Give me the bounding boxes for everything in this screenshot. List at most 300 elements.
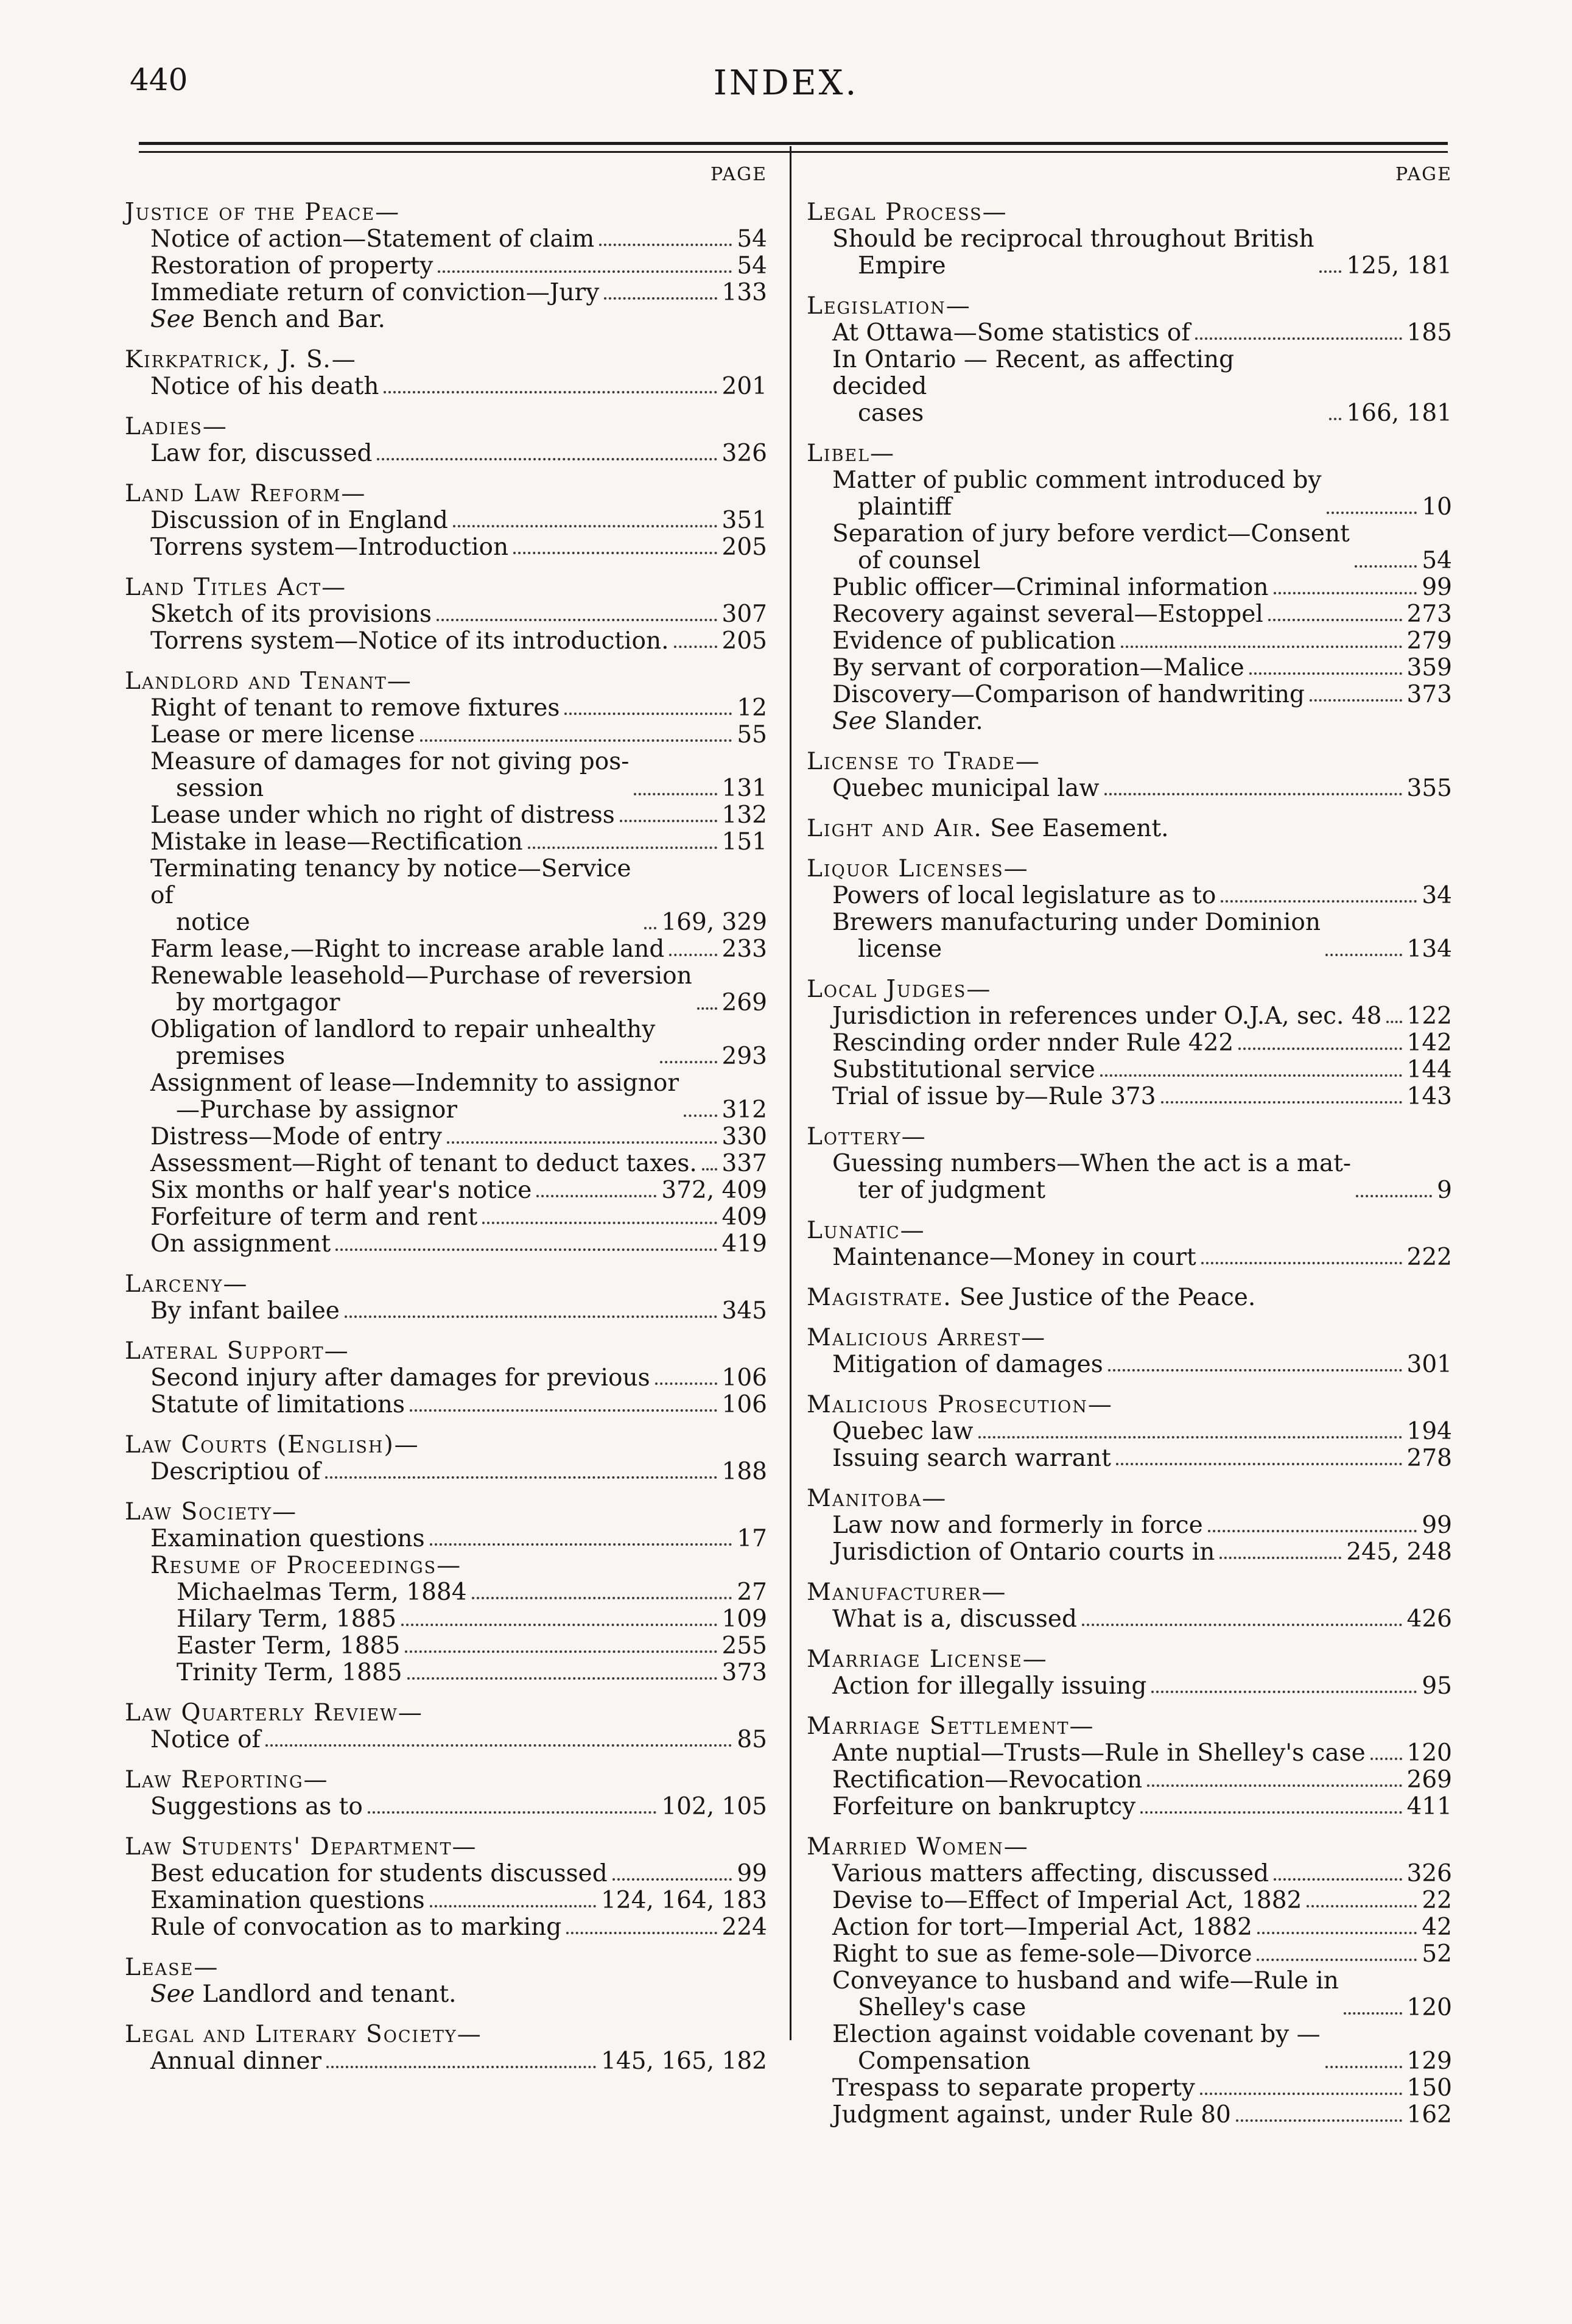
index-heading <box>125 1834 767 1861</box>
entry-text <box>150 628 669 655</box>
dot-leader <box>1208 1530 1417 1532</box>
index-heading-text: Land Law Reform— <box>125 480 367 507</box>
entry-text-continued: Shelley's case <box>858 1994 1026 2021</box>
entry-text <box>832 1767 1142 1794</box>
entry-text-continued: Empire <box>858 252 946 280</box>
entry-text-main: Trespass to separate property <box>832 2074 1195 2102</box>
entry-text-main: At Ottawa—Some statistics of <box>832 319 1190 347</box>
index-entry <box>125 280 767 306</box>
index-column-left <box>125 161 767 2075</box>
index-entry <box>125 1606 767 1633</box>
index-section <box>807 1124 1452 1204</box>
index-entry <box>807 1539 1452 1566</box>
index-heading-cross-reference: See Justice of the Peace. <box>952 1284 1256 1311</box>
entry-text-main: Distress—Mode of entry <box>150 1123 442 1150</box>
entry-text <box>150 963 692 1016</box>
dot-leader <box>655 1382 717 1385</box>
index-heading-text: Kirkpatrick, J. S.— <box>125 346 357 373</box>
entry-text-main: Conveyance to husband and wife—Rule in <box>832 1967 1339 1995</box>
dot-leader <box>1236 2119 1402 2122</box>
index-heading <box>807 1485 1452 1512</box>
index-entry <box>807 708 1452 735</box>
index-entry <box>125 829 767 856</box>
dot-leader <box>1386 1021 1402 1023</box>
entry-text-main: Action for illegally issuing <box>832 1672 1147 1700</box>
page-reference: 326 <box>721 440 767 467</box>
entry-text <box>150 1016 655 1070</box>
entry-text <box>150 1124 442 1150</box>
entry-text-main: Jurisdiction of Ontario courts in <box>832 1538 1215 1566</box>
index-entry <box>807 1914 1452 1941</box>
entry-text <box>150 829 523 856</box>
index-section <box>125 2021 767 2075</box>
index-heading-text: Land Titles Act— <box>125 574 347 601</box>
index-heading <box>807 1834 1452 1861</box>
index-entry <box>125 1150 767 1177</box>
page-reference: 144 <box>1406 1056 1452 1083</box>
entry-text-main: Various matters affecting, discussed <box>832 1860 1269 1887</box>
dot-leader <box>430 1905 596 1907</box>
index-entry <box>807 909 1452 963</box>
entry-text <box>150 748 629 802</box>
page-reference: 426 <box>1406 1605 1452 1633</box>
index-heading-text: Marriage Settlement— <box>807 1713 1095 1740</box>
entry-text <box>150 1914 561 1941</box>
entry-text-main: Terminating tenancy by notice—Service of <box>150 855 631 909</box>
index-section <box>807 1284 1452 1311</box>
index-heading <box>125 1271 767 1298</box>
entry-text-continued: Compensation <box>858 2048 1031 2075</box>
entry-text <box>150 1392 405 1418</box>
index-entry <box>807 2075 1452 2102</box>
page-reference: 120 <box>1406 1739 1452 1767</box>
index-entry <box>125 2048 767 2075</box>
page-reference: 132 <box>721 801 767 829</box>
index-entry <box>807 226 1452 280</box>
entry-text <box>177 1633 400 1660</box>
entry-text <box>832 1351 1103 1378</box>
index-entry <box>125 695 767 722</box>
dot-leader <box>697 1007 717 1010</box>
dot-leader <box>1310 699 1402 702</box>
entry-text-main: Torrens system—Notice of its introduction. <box>150 627 669 655</box>
entry-text-continued: notice <box>176 909 250 936</box>
entry-text <box>832 601 1263 628</box>
index-section <box>125 1700 767 1753</box>
page-reference: 373 <box>1406 681 1452 708</box>
page-reference: 42 <box>1422 1914 1452 1941</box>
entry-text-main: Discussion of in England <box>150 507 448 534</box>
dot-leader <box>438 270 732 273</box>
entry-text <box>832 775 1100 802</box>
dot-leader <box>513 552 717 554</box>
index-entry <box>807 347 1452 427</box>
entry-text <box>150 1298 340 1325</box>
index-entry <box>125 1861 767 1887</box>
entry-text <box>832 1003 1381 1030</box>
index-heading <box>807 293 1452 320</box>
index-heading-text: Lunatic— <box>807 1217 925 1244</box>
page-reference: 54 <box>737 225 767 253</box>
entry-text <box>832 521 1350 574</box>
entry-text-main: Trinity Term, 1885 <box>177 1659 402 1686</box>
entry-text-main: Notice of <box>150 1726 261 1753</box>
entry-text-main: Forfeiture of term and rent <box>150 1203 478 1231</box>
page-reference: 359 <box>1406 654 1452 681</box>
dot-leader <box>420 739 732 742</box>
entry-text <box>150 280 599 306</box>
index-heading <box>807 976 1452 1003</box>
entry-text-main: Easter Term, 1885 <box>177 1632 401 1660</box>
page-reference: 122 <box>1406 1002 1452 1030</box>
dot-leader <box>1274 592 1417 594</box>
index-entry <box>807 601 1452 628</box>
entry-text-continued: ter of judgment <box>858 1177 1046 1204</box>
dot-leader <box>472 1597 732 1599</box>
dot-leader <box>604 297 717 300</box>
index-entry <box>125 628 767 655</box>
index-entry <box>807 1512 1452 1539</box>
dot-leader <box>1147 1784 1402 1787</box>
entry-text <box>832 708 983 735</box>
entry-text <box>832 1418 974 1445</box>
index-entry <box>807 1861 1452 1887</box>
index-section <box>807 440 1452 735</box>
index-entry <box>807 320 1452 347</box>
index-heading-text: Manitoba— <box>807 1485 947 1512</box>
page-reference: 129 <box>1406 2048 1452 2075</box>
entry-text <box>150 1727 261 1753</box>
index-entry <box>125 1887 767 1914</box>
page-reference: 22 <box>1422 1887 1452 1914</box>
entry-text-main: Public officer—Criminal information <box>832 574 1269 601</box>
entry-text <box>832 1673 1146 1700</box>
entry-text <box>832 882 1216 909</box>
index-heading <box>807 1646 1452 1673</box>
entry-text <box>150 1526 425 1552</box>
dot-leader <box>1195 337 1402 340</box>
index-entry <box>807 628 1452 655</box>
index-heading-text: Law Students' Department— <box>125 1833 477 1861</box>
dot-leader <box>599 244 732 246</box>
page-reference: 151 <box>721 828 767 856</box>
entry-text-main: Best education for students discussed <box>150 1860 608 1887</box>
page-column-label: PAGE <box>1395 164 1452 185</box>
index-heading <box>807 440 1452 467</box>
dot-leader <box>1121 646 1402 648</box>
entry-text <box>150 601 432 628</box>
entry-text <box>150 1794 363 1820</box>
page-reference: 106 <box>721 1364 767 1392</box>
entry-text <box>832 467 1322 521</box>
page-number: 440 <box>130 62 188 97</box>
dot-leader <box>528 847 717 849</box>
index-entry <box>125 1392 767 1418</box>
index-heading <box>125 1432 767 1459</box>
page-reference: 269 <box>1406 1766 1452 1794</box>
dot-leader <box>660 1061 717 1063</box>
index-heading-text: Justice of the Peace— <box>125 199 401 226</box>
page-reference: 55 <box>737 721 767 748</box>
index-section <box>125 414 767 467</box>
index-entry <box>807 1418 1452 1445</box>
dot-leader <box>1108 1369 1402 1372</box>
entry-text-main: Measure of damages for not giving pos- <box>150 748 630 775</box>
header-rule-thin <box>139 151 1448 153</box>
index-heading <box>125 347 767 373</box>
entry-text-main: Brewers manufacturing under Dominion <box>832 909 1321 936</box>
index-section <box>807 815 1452 842</box>
header-rule-thick <box>139 142 1448 145</box>
index-entry <box>125 722 767 748</box>
dot-leader <box>1325 954 1402 956</box>
entry-text-main: Right to sue as feme-sole—Divorce <box>832 1940 1252 1968</box>
dot-leader <box>453 525 717 527</box>
entry-text <box>832 2075 1195 2102</box>
dot-leader <box>325 1476 717 1479</box>
entry-text-main: Quebec law <box>832 1418 974 1445</box>
column-divider <box>790 146 791 2040</box>
dot-leader <box>377 458 717 460</box>
entry-text <box>150 1204 477 1231</box>
dot-leader <box>564 713 732 715</box>
index-entry <box>125 856 767 936</box>
page-reference: 95 <box>1422 1672 1452 1700</box>
dot-leader <box>620 820 717 822</box>
index-entry <box>125 373 767 400</box>
index-entry <box>125 1365 767 1392</box>
page-reference: 124, 164, 183 <box>601 1887 767 1914</box>
dot-leader <box>1140 1811 1402 1814</box>
entry-text <box>150 722 415 748</box>
page-reference: 169, 329 <box>661 909 767 936</box>
page-reference: 185 <box>1406 319 1452 347</box>
entry-text <box>832 2021 1321 2075</box>
entry-text-continued: by mortgagor <box>176 989 340 1016</box>
index-heading-text: Malicious Arrest— <box>807 1324 1047 1351</box>
entry-text-main: Action for tort—Imperial Act, 1882 <box>832 1914 1252 1941</box>
entry-text-main: Recovery against several—Estoppel <box>832 600 1263 628</box>
entry-text-main: Slander. <box>876 708 983 735</box>
page-reference: 312 <box>721 1096 767 1124</box>
page-reference: 109 <box>721 1605 767 1633</box>
page-reference: 34 <box>1422 882 1452 909</box>
entry-text-main: Examination questions <box>150 1887 425 1914</box>
page-reference: 201 <box>721 373 767 400</box>
index-heading <box>807 815 1452 842</box>
index-entry <box>807 521 1452 574</box>
index-heading-text: Law Quarterly Review— <box>125 1699 423 1727</box>
index-subheading: Resume of Proceedings— <box>150 1552 462 1579</box>
dot-leader <box>1307 1905 1417 1907</box>
entry-text-continued: —Purchase by assignor <box>176 1096 458 1124</box>
entry-text-main: By infant bailee <box>150 1297 340 1325</box>
index-heading-text: Landlord and Tenant— <box>125 667 412 695</box>
dot-leader <box>437 619 717 621</box>
index-entry <box>125 1298 767 1325</box>
entry-text-main: In Ontario — Recent, as affecting decided <box>832 346 1235 400</box>
index-heading-text: Lateral Support— <box>125 1337 349 1365</box>
entry-text-main: Mistake in lease—Rectification <box>150 828 523 856</box>
dot-leader <box>684 1114 717 1117</box>
index-section <box>125 347 767 400</box>
page-reference: 125, 181 <box>1346 252 1452 280</box>
entry-text-main: Substitutional service <box>832 1056 1095 1083</box>
index-entry <box>125 1633 767 1660</box>
entry-text <box>832 1539 1215 1566</box>
index-entry <box>125 1727 767 1753</box>
index-heading-text: Libel— <box>807 440 896 467</box>
page-reference: 419 <box>721 1230 767 1258</box>
index-entry <box>807 681 1452 708</box>
page-reference: 145, 165, 182 <box>601 2048 767 2075</box>
entry-text <box>832 1740 1366 1767</box>
index-entry <box>125 1070 767 1124</box>
index-entry <box>125 1231 767 1258</box>
index-heading-text: Malicious Prosecution— <box>807 1391 1113 1418</box>
dot-leader <box>1151 1691 1417 1693</box>
dot-leader <box>1104 793 1402 795</box>
entry-text-main: Forfeiture on bankruptcy <box>832 1793 1136 1820</box>
index-heading-text: Legal and Literary Society— <box>125 2021 482 2048</box>
entry-text <box>150 1365 650 1392</box>
index-section <box>125 199 767 333</box>
entry-text-main: Powers of local legislature as to <box>832 882 1216 909</box>
page-reference: 102, 105 <box>661 1793 767 1820</box>
index-section <box>807 1834 1452 2129</box>
entry-text-main: Election against voidable covenant by — <box>832 2021 1321 2048</box>
entry-text-main: Jurisdiction in references under O.J.A, sec. 48 <box>832 1002 1382 1030</box>
index-section <box>807 748 1452 802</box>
index-entry <box>125 963 767 1016</box>
entry-text <box>150 373 379 400</box>
entry-text-main: Obligation of landlord to repair unhealthy <box>150 1016 656 1043</box>
entry-text <box>150 253 433 280</box>
page-reference: 351 <box>721 507 767 534</box>
dot-leader <box>410 1409 717 1412</box>
entry-text <box>832 1941 1252 1968</box>
index-entry <box>807 1887 1452 1914</box>
entry-text <box>832 226 1314 280</box>
entry-text-main: Assessment—Right of tenant to deduct taxes. <box>150 1150 697 1177</box>
index-entry <box>807 1740 1452 1767</box>
page-reference: 245, 248 <box>1346 1538 1452 1566</box>
index-section <box>125 1338 767 1418</box>
entry-text-main: Six months or half year's notice <box>150 1177 532 1204</box>
dot-leader <box>326 2066 596 2068</box>
index-section <box>125 481 767 561</box>
index-entry <box>807 1057 1452 1083</box>
dot-leader <box>384 391 717 393</box>
index-entry <box>807 1003 1452 1030</box>
page-reference: 99 <box>1422 574 1452 601</box>
index-heading <box>125 1954 767 1981</box>
entry-text <box>150 306 385 333</box>
entry-text-main: Restoration of property <box>150 252 433 280</box>
index-heading <box>807 1284 1452 1311</box>
index-heading <box>807 1124 1452 1150</box>
index-entry <box>125 534 767 561</box>
index-entry <box>807 1673 1452 1700</box>
entry-text-main: Lease or mere license <box>150 721 415 748</box>
entry-text <box>150 226 594 253</box>
index-entry <box>125 440 767 467</box>
index-section <box>807 1217 1452 1271</box>
index-entry <box>807 574 1452 601</box>
page-reference: 269 <box>721 989 767 1016</box>
page-reference: 54 <box>737 252 767 280</box>
entry-text-main: Farm lease,—Right to increase arable land <box>150 935 665 963</box>
index-heading-text: Ladies— <box>125 413 228 440</box>
entry-text <box>150 507 448 534</box>
page-reference: 9 <box>1437 1177 1452 1204</box>
see-reference-label: See <box>832 708 877 735</box>
entry-text-main: Immediate return of conviction—Jury <box>150 279 600 306</box>
entry-text-main: Suggestions as to <box>150 1793 363 1820</box>
index-entry <box>125 802 767 829</box>
page-reference: 345 <box>721 1297 767 1325</box>
index-entry <box>125 748 767 802</box>
entry-text-continued: session <box>176 775 264 802</box>
entry-text <box>150 936 664 963</box>
entry-text <box>832 1968 1339 2021</box>
entry-text-main: Sketch of its provisions <box>150 600 432 628</box>
entry-text <box>150 2048 321 2075</box>
index-entry <box>807 882 1452 909</box>
entry-text-main: Judgment against, under Rule 80 <box>832 2101 1231 2129</box>
entry-text <box>177 1606 396 1633</box>
entry-text <box>150 1150 697 1177</box>
entry-text-main: Renewable leasehold—Purchase of reversion <box>150 962 692 990</box>
index-heading-text: Manufacturer— <box>807 1579 1007 1606</box>
entry-text <box>150 1887 425 1914</box>
entry-text <box>150 695 560 722</box>
page-column-label: PAGE <box>711 164 767 185</box>
page-reference: 150 <box>1406 2074 1452 2102</box>
entry-text-continued: license <box>858 935 942 963</box>
dot-leader <box>430 1543 732 1546</box>
page-reference: 411 <box>1406 1793 1452 1820</box>
dot-leader <box>1116 1463 1402 1465</box>
dot-leader <box>1274 1878 1402 1881</box>
dot-leader <box>1370 1758 1402 1760</box>
page-reference: 224 <box>721 1914 767 1941</box>
page-reference: 188 <box>721 1458 767 1485</box>
index-heading-cross-reference: See Easement. <box>982 815 1169 842</box>
index-entry <box>807 1150 1452 1204</box>
dot-leader <box>1329 418 1341 420</box>
entry-text-main: Notice of his death <box>150 373 379 400</box>
entry-text-continued: cases <box>858 400 924 427</box>
entry-text <box>150 1981 457 2008</box>
index-entry <box>125 1016 767 1070</box>
dot-leader <box>447 1141 717 1144</box>
see-reference-label: See <box>150 306 195 333</box>
index-heading-text: Liquor Licenses— <box>807 855 1029 882</box>
page-reference: 166, 181 <box>1346 400 1452 427</box>
index-heading-text: Magistrate. <box>807 1284 952 1311</box>
entry-text-main: Hilary Term, 1885 <box>177 1605 397 1633</box>
entry-text <box>150 1231 331 1258</box>
index-heading-text: Law Reporting— <box>125 1766 329 1794</box>
index-entry <box>125 1914 767 1941</box>
index-heading <box>125 1338 767 1365</box>
page-reference: 194 <box>1406 1418 1452 1445</box>
entry-text <box>177 1660 402 1686</box>
page-reference: 120 <box>1406 1994 1452 2021</box>
entry-text <box>832 655 1244 681</box>
entry-text <box>177 1579 467 1606</box>
